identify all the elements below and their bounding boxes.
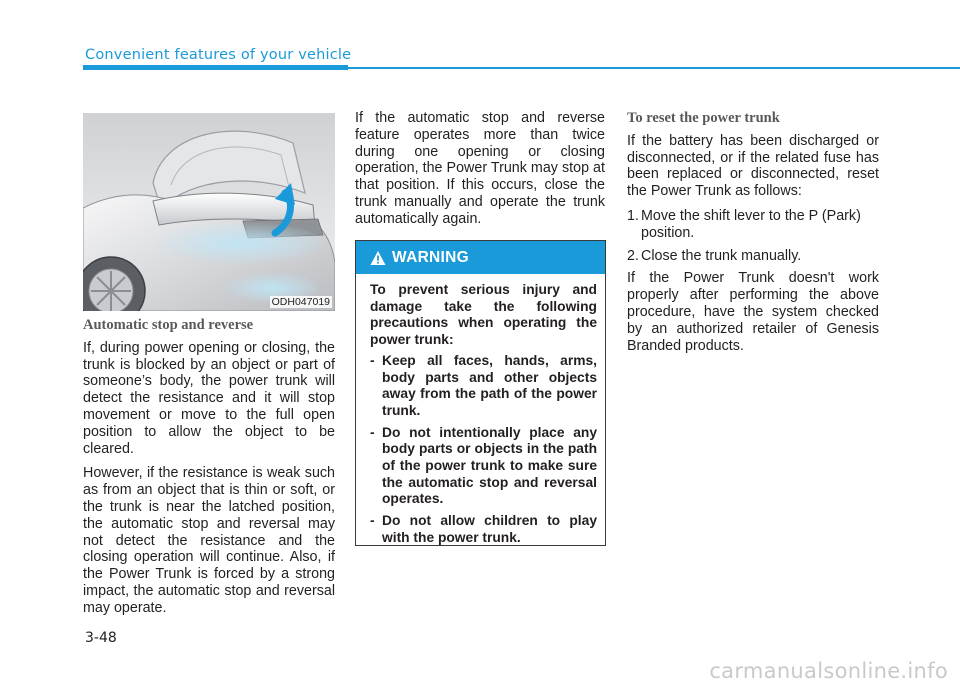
warning-triangle-icon	[370, 250, 386, 266]
paragraph: If, during power opening or closing, the trunk is blocked by an object or part of someone’s body, the power trunk will detect the resistance and it will stop movement or move to the full open position to allow the object to be cleared.	[83, 339, 335, 457]
paragraph: If the Power Trunk doesn't work properly after performing the above procedure, have the system checked by an authorized retailer of Genesis Branded products.	[627, 270, 879, 354]
section-heading-reset: To reset the power trunk	[627, 110, 780, 126]
warning-item: - Keep all faces, hands, arms, body parts and other objects away from the path of the power trunk.	[370, 352, 597, 418]
right-column	[627, 110, 879, 362]
middle-column	[355, 110, 605, 236]
warning-box	[355, 240, 606, 546]
header-rule-accent	[83, 65, 348, 70]
step-text: Close the trunk manually.	[641, 247, 802, 264]
step-text: Move the shift lever to the P (Park) position.	[641, 207, 861, 241]
warning-item: - Do not allow children to play with the power trunk.	[370, 513, 597, 545]
numbered-step	[627, 248, 879, 265]
left-column	[83, 317, 335, 625]
step-number: 1.	[627, 207, 639, 224]
car-trunk-drawing	[83, 113, 335, 311]
warning-header	[356, 241, 605, 274]
section-heading-auto-stop: Automatic stop and reverse	[83, 317, 254, 333]
warning-label: WARNING	[392, 248, 470, 266]
warning-item: - Do not intentionally place any body parts or objects in the path of the power trunk to make sure the automatic stop and reversal operates.	[370, 424, 597, 507]
step-number: 2.	[627, 247, 639, 264]
page-header-title: Convenient features of your vehicle	[85, 47, 352, 63]
paragraph: If the battery has been discharged or disconnected, or if the related fuse has been replaced or disconnected, reset the Power Trunk as follows:	[627, 132, 879, 200]
paragraph: However, if the resistance is weak such as from an object that is thin or soft, or the trunk is near the latched position, the automatic stop and reversal may not detect the resistance and the closing operation will continue. Also, if the Power Trunk is forced by a strong impact, the automatic stop and reversal may operate.	[83, 465, 335, 616]
page-number: 3-48	[85, 630, 117, 646]
figure-code: ODH047019	[271, 296, 330, 308]
watermark: carmanualsonline.info	[709, 659, 948, 683]
trunk-illustration	[83, 113, 335, 311]
paragraph: If the automatic stop and reverse feature operates more than twice during one opening or closing operation, the Power Trunk may stop at that position. If this occurs, close the trunk manually and operate the trunk automatically again.	[355, 110, 605, 227]
numbered-step	[627, 208, 879, 242]
warning-intro: To prevent serious injury and damage take the following precautions when operating the power trunk:	[370, 282, 597, 348]
warning-body	[356, 274, 605, 547]
